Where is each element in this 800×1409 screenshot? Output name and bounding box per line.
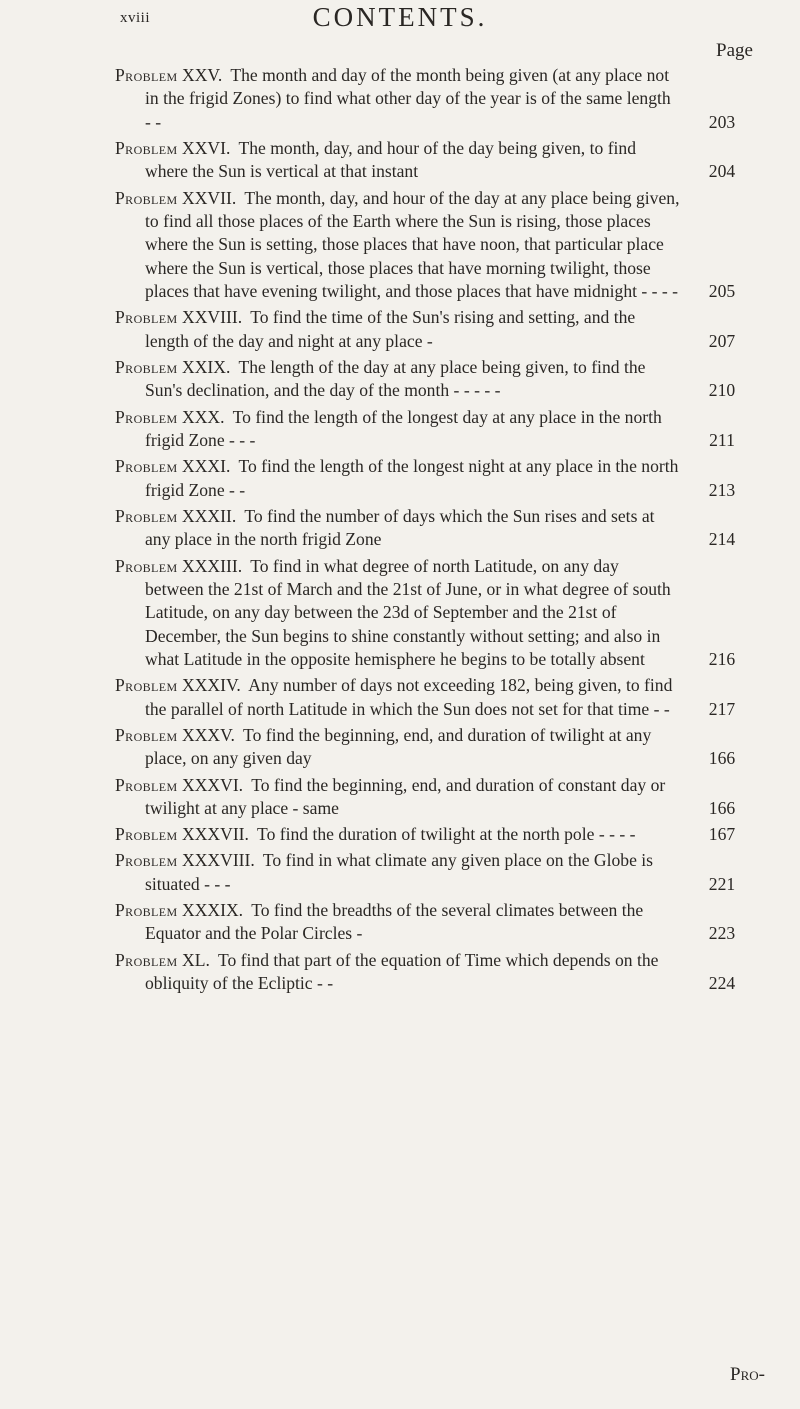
problem-label: Problem — [115, 949, 178, 970]
contents-entry — [115, 899, 775, 946]
page-number: 204 — [708, 161, 736, 182]
problem-label: Problem — [115, 824, 178, 845]
problem-description: The month, day, and hour of the day at any place being given, to find all those places of the Earth where the Sun is rising, those places where the Sun is setting, those places that have noon, that particular place where the Sun is vertical, those places that have morning twilight, those places that have evening twilight, and those places that have midnight - - - - — [145, 187, 680, 302]
page-number: 205 — [708, 281, 736, 302]
problem-description: The month and day of the month being given (at any place not in the frigid Zones) to find what other day of the year is of the same length - - — [145, 65, 671, 132]
contents-entry — [115, 823, 775, 846]
problem-label: Problem — [115, 65, 178, 85]
problem-number: XXXI. — [182, 456, 231, 477]
page-number: 207 — [708, 330, 736, 351]
problem-description: The month, day, and hour of the day being given, to find where the Sun is vertical at that instant — [145, 138, 637, 182]
contents-entry — [115, 137, 775, 184]
problem-label: Problem — [115, 406, 178, 427]
contents-entry — [115, 356, 775, 403]
problem-number: XL. — [182, 949, 210, 970]
contents-entry — [115, 724, 775, 771]
problem-number: XXXVI. — [182, 774, 244, 795]
contents-entry — [115, 674, 775, 721]
page-number: 214 — [708, 529, 736, 550]
contents-list — [115, 64, 775, 998]
running-head — [0, 2, 800, 42]
page-folio: xviii — [120, 10, 151, 26]
problem-description: To find in what climate any given place on the Globe is situated - - - — [145, 850, 654, 894]
problem-description: The length of the day at any place being given, to find the Sun's declination, and the day of the month - - - - - — [145, 357, 646, 401]
problem-description: To find the beginning, end, and duration of constant day or twilight at any place - same — [145, 774, 666, 818]
problem-label: Problem — [115, 675, 178, 696]
page-number: 216 — [708, 649, 736, 670]
problem-number: XXXVIII. — [182, 850, 255, 871]
page-number: 217 — [708, 698, 736, 719]
contents-entry — [115, 555, 775, 672]
catchword: Pro- — [730, 1364, 765, 1385]
page-number: 213 — [708, 479, 736, 500]
problem-number: XXIX. — [182, 357, 231, 378]
problem-description: To find in what degree of north Latitude, on any day between the 21st of March and the 21st of June, or in what degree of south Latitude, on any day between the 23d of September and the 21st of December, the Sun begins to shine constantly without setting; and also in what Latitude in the opposite hemisphere he begins to be totally absent — [145, 555, 671, 670]
problem-label: Problem — [115, 555, 178, 576]
problem-label: Problem — [115, 774, 178, 795]
problem-label: Problem — [115, 724, 178, 745]
problem-number: XXVIII. — [182, 307, 243, 328]
contents-entry — [115, 306, 775, 353]
problem-number: XXVI. — [182, 138, 231, 159]
problem-description: To find the length of the longest night at any place in the north frigid Zone - - — [145, 456, 679, 500]
page-number: 166 — [708, 748, 736, 769]
contents-entry — [115, 406, 775, 453]
problem-description: To find the time of the Sun's rising and setting, and the length of the day and night at any place - — [145, 307, 636, 351]
problem-number: XXVII. — [182, 187, 237, 208]
problem-label: Problem — [115, 456, 178, 477]
problem-label: Problem — [115, 899, 178, 920]
page-number: 221 — [708, 873, 736, 894]
contents-entry — [115, 187, 775, 304]
page-number: 223 — [708, 923, 736, 944]
problem-number: XXV. — [182, 65, 223, 85]
problem-number: XXXIV. — [182, 675, 241, 696]
page-title: CONTENTS. — [312, 2, 488, 32]
problem-description: To find the duration of twilight at the north pole - - - - — [257, 824, 636, 845]
problem-description: To find the beginning, end, and duration of twilight at any place, on any given day — [145, 724, 652, 769]
problem-label: Problem — [115, 505, 178, 526]
problem-description: Any number of days not exceeding 182, being given, to find the parallel of north Latitude in which the Sun does not set for that time - - — [145, 675, 673, 719]
page-number: 203 — [708, 111, 736, 132]
page-number: 211 — [709, 430, 735, 451]
contents-entry — [115, 505, 775, 552]
problem-label: Problem — [115, 850, 178, 871]
contents-entry — [115, 455, 775, 502]
problem-number: XXXIX. — [182, 899, 244, 920]
problem-description: To find the breadths of the several climates between the Equator and the Polar Circles - — [145, 899, 644, 944]
problem-number: XXXVII. — [182, 824, 249, 845]
problem-description: To find the length of the longest day at any place in the north frigid Zone - - - — [145, 406, 662, 451]
problem-number: XXXII. — [182, 505, 237, 526]
problem-label: Problem — [115, 187, 178, 208]
problem-number: XXXIII. — [182, 555, 243, 576]
page-number: 210 — [708, 380, 736, 401]
page-number: 167 — [708, 824, 736, 845]
problem-label: Problem — [115, 307, 178, 328]
page-number: 166 — [708, 797, 736, 818]
contents-entry — [115, 774, 775, 821]
problem-description: To find the number of days which the Sun rises and sets at any place in the north frigid Zone — [145, 505, 655, 550]
contents-entry — [115, 949, 775, 996]
problem-number: XXX. — [182, 406, 225, 427]
problem-number: XXXV. — [182, 724, 235, 745]
contents-entry — [115, 64, 775, 134]
page-number: 224 — [708, 972, 736, 993]
page-column-label: Page — [716, 40, 753, 61]
problem-description: To find that part of the equation of Time which depends on the obliquity of the Ecliptic - - — [145, 949, 659, 993]
problem-label: Problem — [115, 357, 178, 378]
contents-entry — [115, 849, 775, 896]
problem-label: Problem — [115, 138, 178, 159]
